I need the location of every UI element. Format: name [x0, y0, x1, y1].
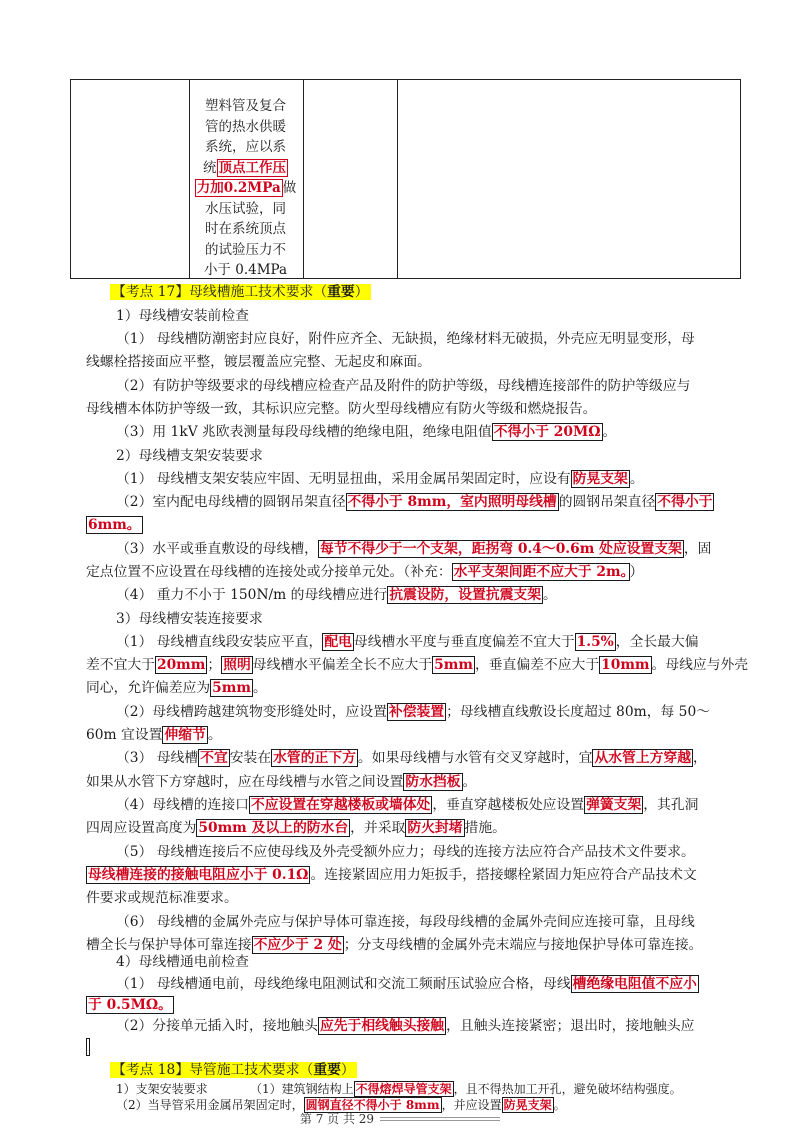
- paragraph-line: （1） 母线槽直线段安装应平直， 配电 母线槽水平度与垂直度偏差不宜大于 1.5% ，全长最大偏: [116, 634, 699, 650]
- highlight: 应先于相线触头接触: [319, 1018, 445, 1034]
- paragraph-line: （1） 母线槽支架安装应牢固、无明显扭曲，采用金属吊架固定时，应设有 防晃支架 。: [116, 471, 644, 487]
- paragraph-line: 母线槽本体防护等级一致，其标识应完整。防火型母线槽应有防火等级和燃烧报告。: [86, 401, 597, 417]
- highlight: 不宜: [200, 750, 228, 766]
- paragraph-line: [86, 995, 174, 1015]
- paragraph-line: （2）室内配电母线槽的圆钢吊架直径 不得小于 8mm，室内照明母线槽 的圆钢吊架直径 不得小于: [116, 494, 713, 510]
- spec-table: [70, 79, 741, 279]
- paragraph-line: （3） 母线槽 不宜 安装在 水管的正下方 。如果母线槽与水管有交叉穿越时，宜 从水管上方穿越 ，: [116, 750, 707, 766]
- paragraph-line: （2）当导管采用金属吊架固定时， 圆钢直径不得小于 8mm ，并应设置 防晃支架 。: [116, 1098, 566, 1112]
- paragraph-line: [86, 515, 143, 535]
- highlight: 从水管上方穿越: [594, 750, 692, 766]
- highlight: 1.5%: [576, 634, 614, 650]
- highlight: 5mm: [212, 680, 251, 696]
- highlight: 50mm 及以上的防水台: [198, 820, 349, 836]
- highlight: 不得小于: [657, 494, 713, 510]
- section-heading-18: 【考点 18】导管施工技术要求（重要）: [112, 1062, 355, 1078]
- paragraph-line: （6） 母线槽的金属外壳应与保护导体可靠连接，每段母线槽的金属外壳间应连接可靠，且母线: [116, 914, 695, 930]
- paragraph-line: （1）建筑钢结构上 不得熔焊导管支架 ，且不得热加工开孔，避免破坏结构强度。: [250, 1082, 682, 1096]
- paragraph-line: 同心，允许偏差应为 5mm 。: [86, 680, 267, 696]
- highlight: 槽绝缘电阻值不应小: [572, 976, 697, 992]
- paragraph-line: （3）用 1kV 兆欧表测量每段母线槽的绝缘电阻，绝缘电阻值 不得小于 20MΩ 。: [116, 424, 617, 440]
- highlight: 不得小于 8mm，室内照明母线槽: [347, 494, 557, 510]
- highlight: 水平支架间距不应大于 2m。: [453, 564, 628, 580]
- subheading: 1）母线槽安装前检查: [116, 308, 249, 324]
- paragraph-line: 差不宜大于 20mm ； 照明 母线槽水平偏差全长不应大于 5mm ，垂直偏差不应大于 10mm 。母线应与外壳: [86, 657, 749, 673]
- paragraph-line: （2）分接单元插入时，接地触头 应先于相线触头接触 ，且触头连接紧密；退出时，接地触头应: [116, 1018, 695, 1034]
- highlight: 母线槽连接的接触电阻应小于 0.1Ω: [88, 867, 309, 883]
- paragraph-line: 四周应设置高度为 50mm 及以上的防水台 ，并采取 防火封堵 措施。: [86, 820, 506, 836]
- subheading: 4）母线槽通电前检查: [116, 954, 249, 970]
- paragraph-line: （4）母线槽的连接口 不应设置在穿越楼板或墙体处 ，垂直穿越楼板处应设置 弹簧支架 ，其孔洞: [116, 797, 699, 813]
- subheading: 1）支架安装要求: [116, 1082, 208, 1096]
- highlight: 力加0.2MPa: [196, 180, 281, 196]
- paragraph-line: （2）有防护等级要求的母线槽应检查产品及附件的防护等级，母线槽连接部件的防护等级应与: [116, 378, 691, 394]
- paragraph-line: （3）水平或垂直敷设的母线槽， 每节不得少于一个支架，距拐弯 0.4～0.6m 处应设置支架 ，固: [116, 541, 712, 557]
- paragraph-line: （1） 母线槽通电前，母线绝缘电阻测试和交流工频耐压试验应合格，母线 槽绝缘电阻值不应小: [116, 976, 697, 992]
- table-col-divider: [303, 80, 304, 278]
- highlight: 不应设置在穿越楼板或墙体处: [250, 797, 431, 813]
- highlight: 照明: [223, 657, 251, 673]
- highlight: 补偿装置: [388, 704, 445, 720]
- page-footer: 第 7 页 共 29: [0, 1110, 800, 1127]
- subheading: 2）母线槽支架安装要求: [116, 448, 263, 464]
- highlight: 伸缩节: [164, 727, 206, 743]
- highlight: 弹簧支架: [586, 797, 642, 813]
- highlight: 顶点工作压: [218, 159, 286, 176]
- paragraph-line: 线螺栓搭接面应平整，镀层覆盖应完整、无起皮和麻面。: [86, 354, 431, 370]
- paragraph-line: 件要求或规范标准要求。: [86, 890, 238, 906]
- highlight: 配电: [324, 634, 352, 650]
- highlight: 20mm: [156, 657, 206, 673]
- paragraph-line: （5） 母线槽连接后不应使母线及外壳受额外应力；母线的连接方法应符合产品技术文件要求。: [116, 844, 695, 860]
- paragraph-line: 60m 宜设置 伸缩节 。: [86, 727, 222, 743]
- highlight: 不应少于 2 处: [253, 937, 342, 953]
- table-cell-text: 塑料管及复合 管的热水供暖 系统，应以系 统 顶点工作压 力加0.2MPa 做 水压试验，同 时在系统顶点 的试验压力不 小于 0.4MPa: [196, 98, 297, 278]
- highlight: 防火封堵: [407, 820, 463, 836]
- highlight: 每节不得少于一个支架，距拐弯 0.4～0.6m 处应设置支架: [319, 541, 682, 557]
- highlight: 防晃支架: [503, 1098, 552, 1112]
- paragraph-line: （2）母线槽跨越建筑物变形缝处时，应设置 补偿装置 ；母线槽直线敷设长度超过 80m，每 50～: [116, 704, 711, 720]
- highlight: 不得小于 20MΩ: [493, 424, 601, 440]
- highlight: 防水挡板: [405, 774, 461, 790]
- subheading: 3）母线槽安装连接要求: [116, 611, 263, 627]
- highlight: 水管的正下方: [273, 750, 356, 766]
- highlight: 不得熔焊导管支架: [355, 1082, 452, 1096]
- highlight: [86, 1038, 90, 1056]
- highlight: 6mm。: [88, 517, 141, 533]
- paragraph-line: 槽全长与保护导体可靠连接 不应少于 2 处 ；分支母线槽的金属外壳末端应与接地保护导体可靠连接。: [86, 937, 703, 953]
- paragraph-line: 母线槽连接的接触电阻应小于 0.1Ω 。连接紧固应用力矩扳手，搭接螺栓紧固力矩应符合产品技术文: [88, 867, 697, 883]
- table-col-divider: [397, 80, 398, 278]
- section-heading-17: 【考点 17】母线槽施工技术要求（重要）: [112, 284, 369, 300]
- paragraph-line: 定点位置不应设置在母线槽的连接处或分接单元处。（补充： 水平支架间距不应大于 2m。 ）: [86, 564, 644, 580]
- paragraph-line: [86, 1037, 90, 1057]
- highlight: 圆钢直径不得小于 8mm: [305, 1098, 440, 1112]
- paragraph-line: 如果从水管下方穿越时，应在母线槽与水管之间设置 防水挡板 。: [86, 774, 477, 790]
- highlight: 5mm: [434, 657, 473, 673]
- highlight: 抗震设防，设置抗震支架: [389, 587, 541, 603]
- paragraph-line: （4） 重力不小于 150N/m 的母线槽应进行 抗震设防，设置抗震支架 。: [116, 587, 557, 603]
- footer-decoration: [380, 1117, 500, 1123]
- highlight: 10mm: [601, 657, 650, 673]
- highlight: 于 0.5MΩ。: [88, 997, 172, 1013]
- paragraph-line: （1） 母线槽防潮密封应良好，附件应齐全、无缺损，绝缘材料无破损，外壳应无明显变形，母: [116, 331, 695, 347]
- highlight: 防晃支架: [572, 471, 628, 487]
